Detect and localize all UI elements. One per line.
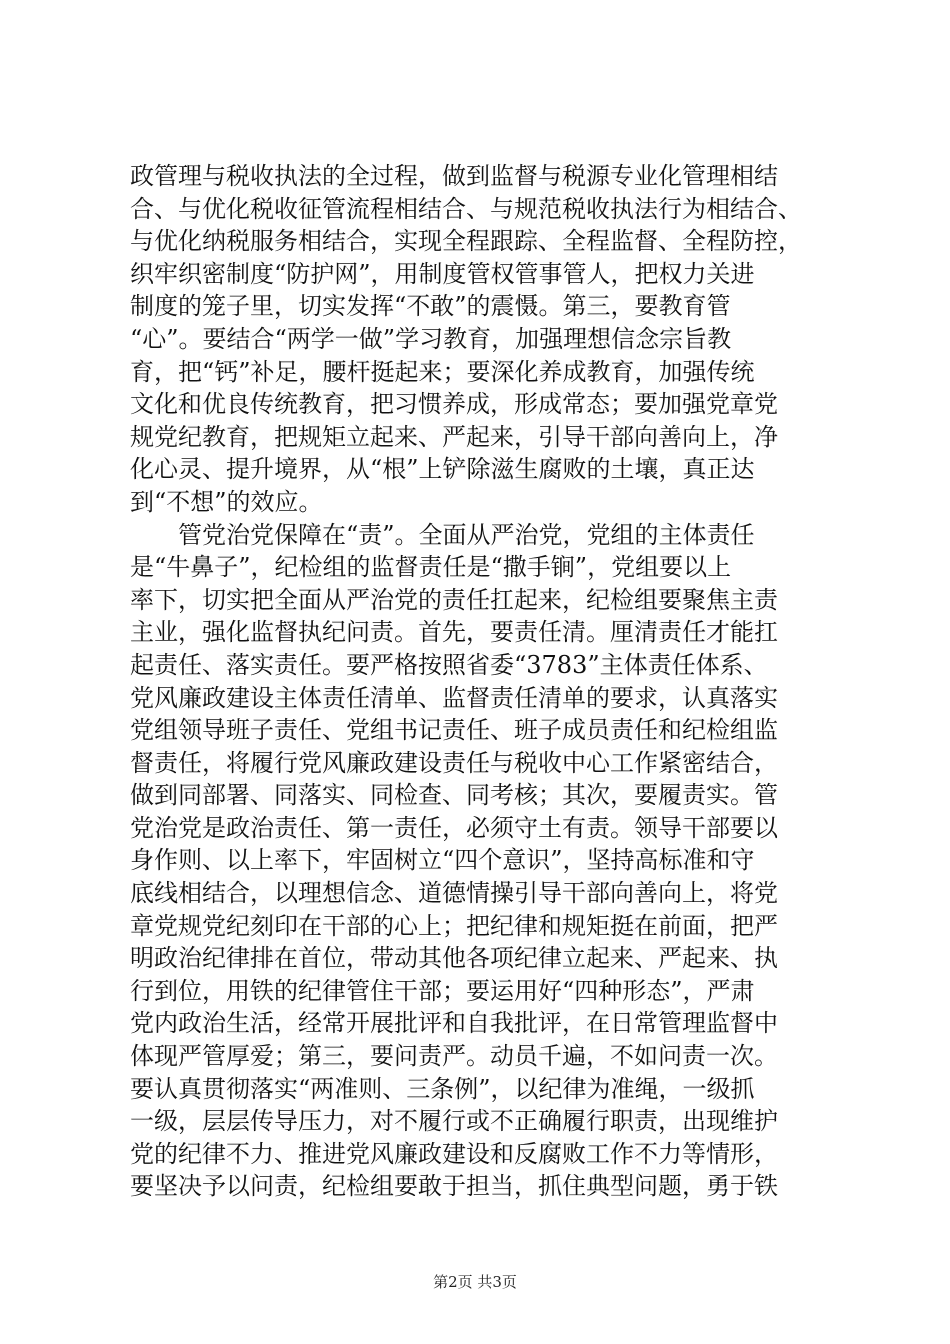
text-line: 是“牛鼻子”，纪检组的监督责任是“撒手锏”，党组要以上 bbox=[130, 553, 732, 582]
text-line: 规党纪教育，把规矩立起来、严起来，引导干部向善向上，净 bbox=[130, 422, 778, 451]
text-line: 底线相结合，以理想信念、道德情操引导干部向善向上，将党 bbox=[130, 879, 778, 908]
text-line: 党组领导班子责任、党组书记责任、班子成员责任和纪检组监 bbox=[130, 716, 778, 745]
text-line: 章党规党纪刻印在干部的心上；把纪律和规矩挺在前面，把严 bbox=[130, 911, 778, 940]
text-line: 政管理与税收执法的全过程，做到监督与税源专业化管理相结 bbox=[130, 162, 778, 190]
text-line: 体现严管厚爱；第三，要问责严。动员千遍，不如问责一次。 bbox=[130, 1042, 778, 1071]
text-line: 合、与优化税收征管流程相结合、与规范税收执法行为相结合、 bbox=[130, 194, 802, 223]
page-number-footer: 第2页 共3页 bbox=[433, 1273, 517, 1291]
text-line: 化心灵、提升境界，从“根”上铲除滋生腐败的土壤，真正达 bbox=[130, 455, 755, 484]
text-line: 主业，强化监督执纪问责。首先，要责任清。厘清责任才能扛 bbox=[130, 618, 778, 647]
text-line: 率下，切实把全面从严治党的责任扛起来，纪检组要聚焦主责 bbox=[130, 585, 778, 614]
text-line: 到“不想”的效应。 bbox=[130, 487, 323, 516]
text-line: 督责任，将履行党风廉政建设责任与税收中心工作紧密结合， bbox=[130, 748, 778, 777]
text-line: 文化和优良传统教育，把习惯养成，形成常态；要加强党章党 bbox=[130, 390, 778, 419]
text-line: “心”。要结合“两学一做”学习教育，加强理想信念宗旨教 bbox=[130, 324, 732, 353]
text-line: 育，把“钙”补足，腰杆挺起来；要深化养成教育，加强传统 bbox=[130, 357, 755, 386]
text-line: 与优化纳税服务相结合，实现全程跟踪、全程监督、全程防控， bbox=[130, 227, 802, 256]
text-line: 明政治纪律排在首位，带动其他各项纪律立起来、严起来、执 bbox=[130, 944, 778, 973]
text-line: 起责任、落实责任。要严格按照省委“3783”主体责任体系、 bbox=[130, 650, 768, 679]
text-line: 党的纪律不力、推进党风廉政建设和反腐败工作不力等情形， bbox=[130, 1139, 778, 1168]
text-line: 织牢织密制度“防护网”，用制度管权管事管人，把权力关进 bbox=[130, 259, 755, 288]
text-line: 制度的笼子里，切实发挥“不敢”的震慑。第三，要教育管 bbox=[130, 292, 731, 321]
text-line: 做到同部署、同落实、同检查、同考核；其次，要履责实。管 bbox=[130, 781, 778, 810]
text-line: 要坚决予以问责，纪检组要敢于担当，抓住典型问题，勇于铁 bbox=[130, 1172, 778, 1201]
text-line: 党风廉政建设主体责任清单、监督责任清单的要求，认真落实 bbox=[130, 683, 778, 712]
document-body bbox=[130, 160, 830, 1203]
text-line: 身作则、以上率下，牢固树立“四个意识”，坚持高标准和守 bbox=[130, 846, 755, 875]
text-line: 要认真贯彻落实“两准则、三条例”，以纪律为准绳，一级抓 bbox=[130, 1074, 755, 1103]
text-line: 管党治党保障在“责”。全面从严治党，党组的主体责任 bbox=[130, 520, 755, 549]
text-line: 党内政治生活，经常开展批评和自我批评，在日常管理监督中 bbox=[130, 1009, 778, 1038]
text-line: 行到位，用铁的纪律管住干部；要运用好“四种形态”，严肃 bbox=[130, 976, 755, 1005]
text-line: 一级，层层传导压力，对不履行或不正确履行职责，出现维护 bbox=[130, 1107, 778, 1136]
text-line: 党治党是政治责任、第一责任，必须守土有责。领导干部要以 bbox=[130, 813, 778, 842]
